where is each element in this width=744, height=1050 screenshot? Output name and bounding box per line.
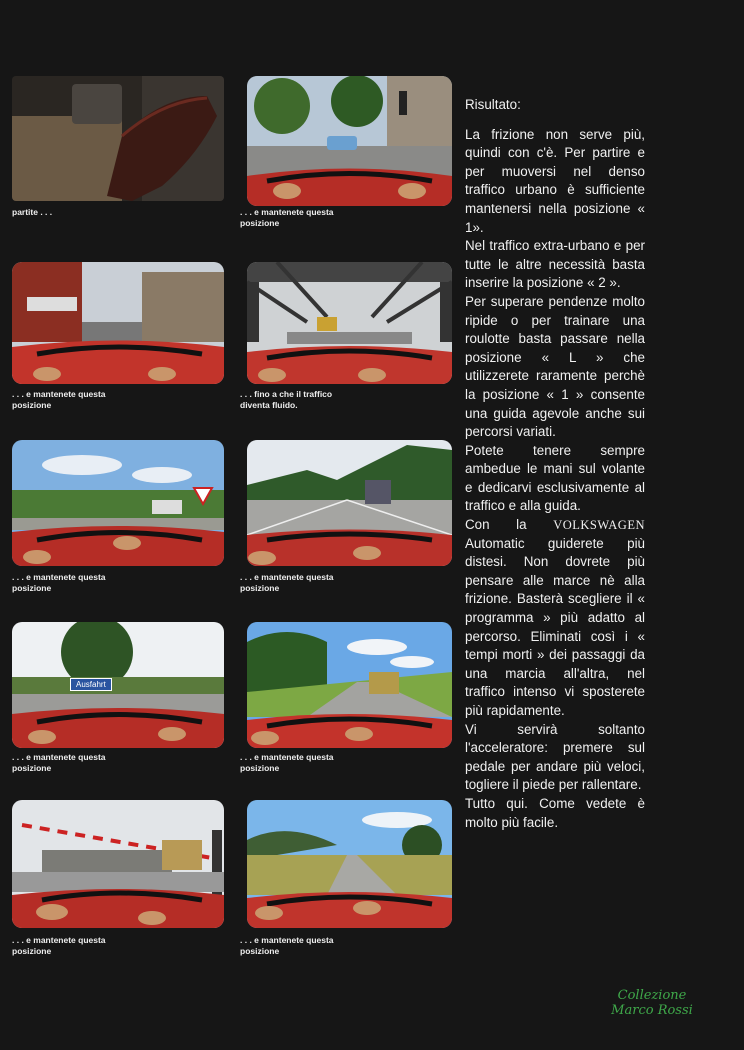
caption-9: . . . e mantenete questa posizione bbox=[12, 935, 106, 956]
caption-7: . . . e mantenete questa posizione bbox=[12, 752, 106, 773]
article-paragraph-1: La frizione non serve più, quindi con c'è. Per partire e per muoversi nel denso traffico urbano è sufficiente mantenersi nella posizione « 1». bbox=[465, 126, 645, 235]
article-text bbox=[465, 96, 645, 832]
exit-sign bbox=[70, 678, 112, 691]
article-heading: Risultato: bbox=[465, 97, 521, 112]
watermark-line-1: Collezione bbox=[617, 988, 687, 1003]
photo-pedal bbox=[12, 76, 224, 201]
photo-bridge bbox=[247, 262, 452, 384]
article-paragraph-6: Vi servirà soltanto l'acceleratore: premere sul pedale per andare più veloci, togliere il piede per rallentare. bbox=[465, 721, 645, 793]
caption-6: . . . e mantenete questa posizione bbox=[240, 572, 334, 593]
photo-rural bbox=[247, 800, 452, 928]
photo-city bbox=[247, 76, 452, 206]
article-paragraph-5 bbox=[465, 516, 645, 721]
caption-3: . . . e mantenete questa posizione bbox=[12, 389, 106, 410]
article-paragraph-7: Tutto qui. Come vedete è molto più facile. bbox=[465, 795, 645, 830]
photo-hill bbox=[247, 622, 452, 748]
watermark-line-2: Marco Rossi bbox=[611, 1003, 693, 1018]
exit-sign-label: Ausfahrt bbox=[76, 680, 106, 689]
caption-4: . . . fino a che il traffico diventa fluido. bbox=[240, 389, 333, 410]
article-p5-end: Automatic guiderete più distesi. Non dovrete più pensare alle marce nè alla frizione. Basterà scegliere il « programma » più adatto al percorso. Eliminati così i « tempi morti » dei passaggi da una marcia all'altra, nel traffico intenso vi sposterete più rapidamente. bbox=[465, 535, 645, 718]
photo-highway bbox=[247, 440, 452, 566]
collection-watermark bbox=[600, 988, 704, 1018]
photo-exit bbox=[12, 622, 224, 748]
article-paragraph-2: Nel traffico extra-urbano e per tutte le altre necessità basta inserire la posizione « 2 ». bbox=[465, 238, 645, 291]
photo-crossing bbox=[12, 800, 224, 928]
caption-5: . . . e mantenete questa posizione bbox=[12, 572, 106, 593]
brand-name: VOLKSWAGEN bbox=[553, 518, 645, 533]
photo-city-street bbox=[12, 262, 224, 384]
article-p5-start: Con la bbox=[465, 517, 554, 533]
article-paragraph-3: Per superare pendenze molto ripide o per trainare una roulotte basta passare nella posizione « L » che utilizzerete raramente perchè la posizione « 1 » consente una guida agevole anche sui percorsi variati. bbox=[465, 293, 645, 440]
caption-2: . . . e mantenete questa posizione bbox=[240, 207, 334, 228]
caption-1: partite . . . bbox=[12, 207, 53, 217]
caption-10: . . . e mantenete questa posizione bbox=[240, 935, 334, 956]
caption-8: . . . e mantenete questa posizione bbox=[240, 752, 334, 773]
article-paragraph-4: Potete tenere sempre ambedue le mani sul volante e dedicarvi esclusivamente al traffico e alla guida. bbox=[465, 442, 645, 514]
photo-country bbox=[12, 440, 224, 566]
